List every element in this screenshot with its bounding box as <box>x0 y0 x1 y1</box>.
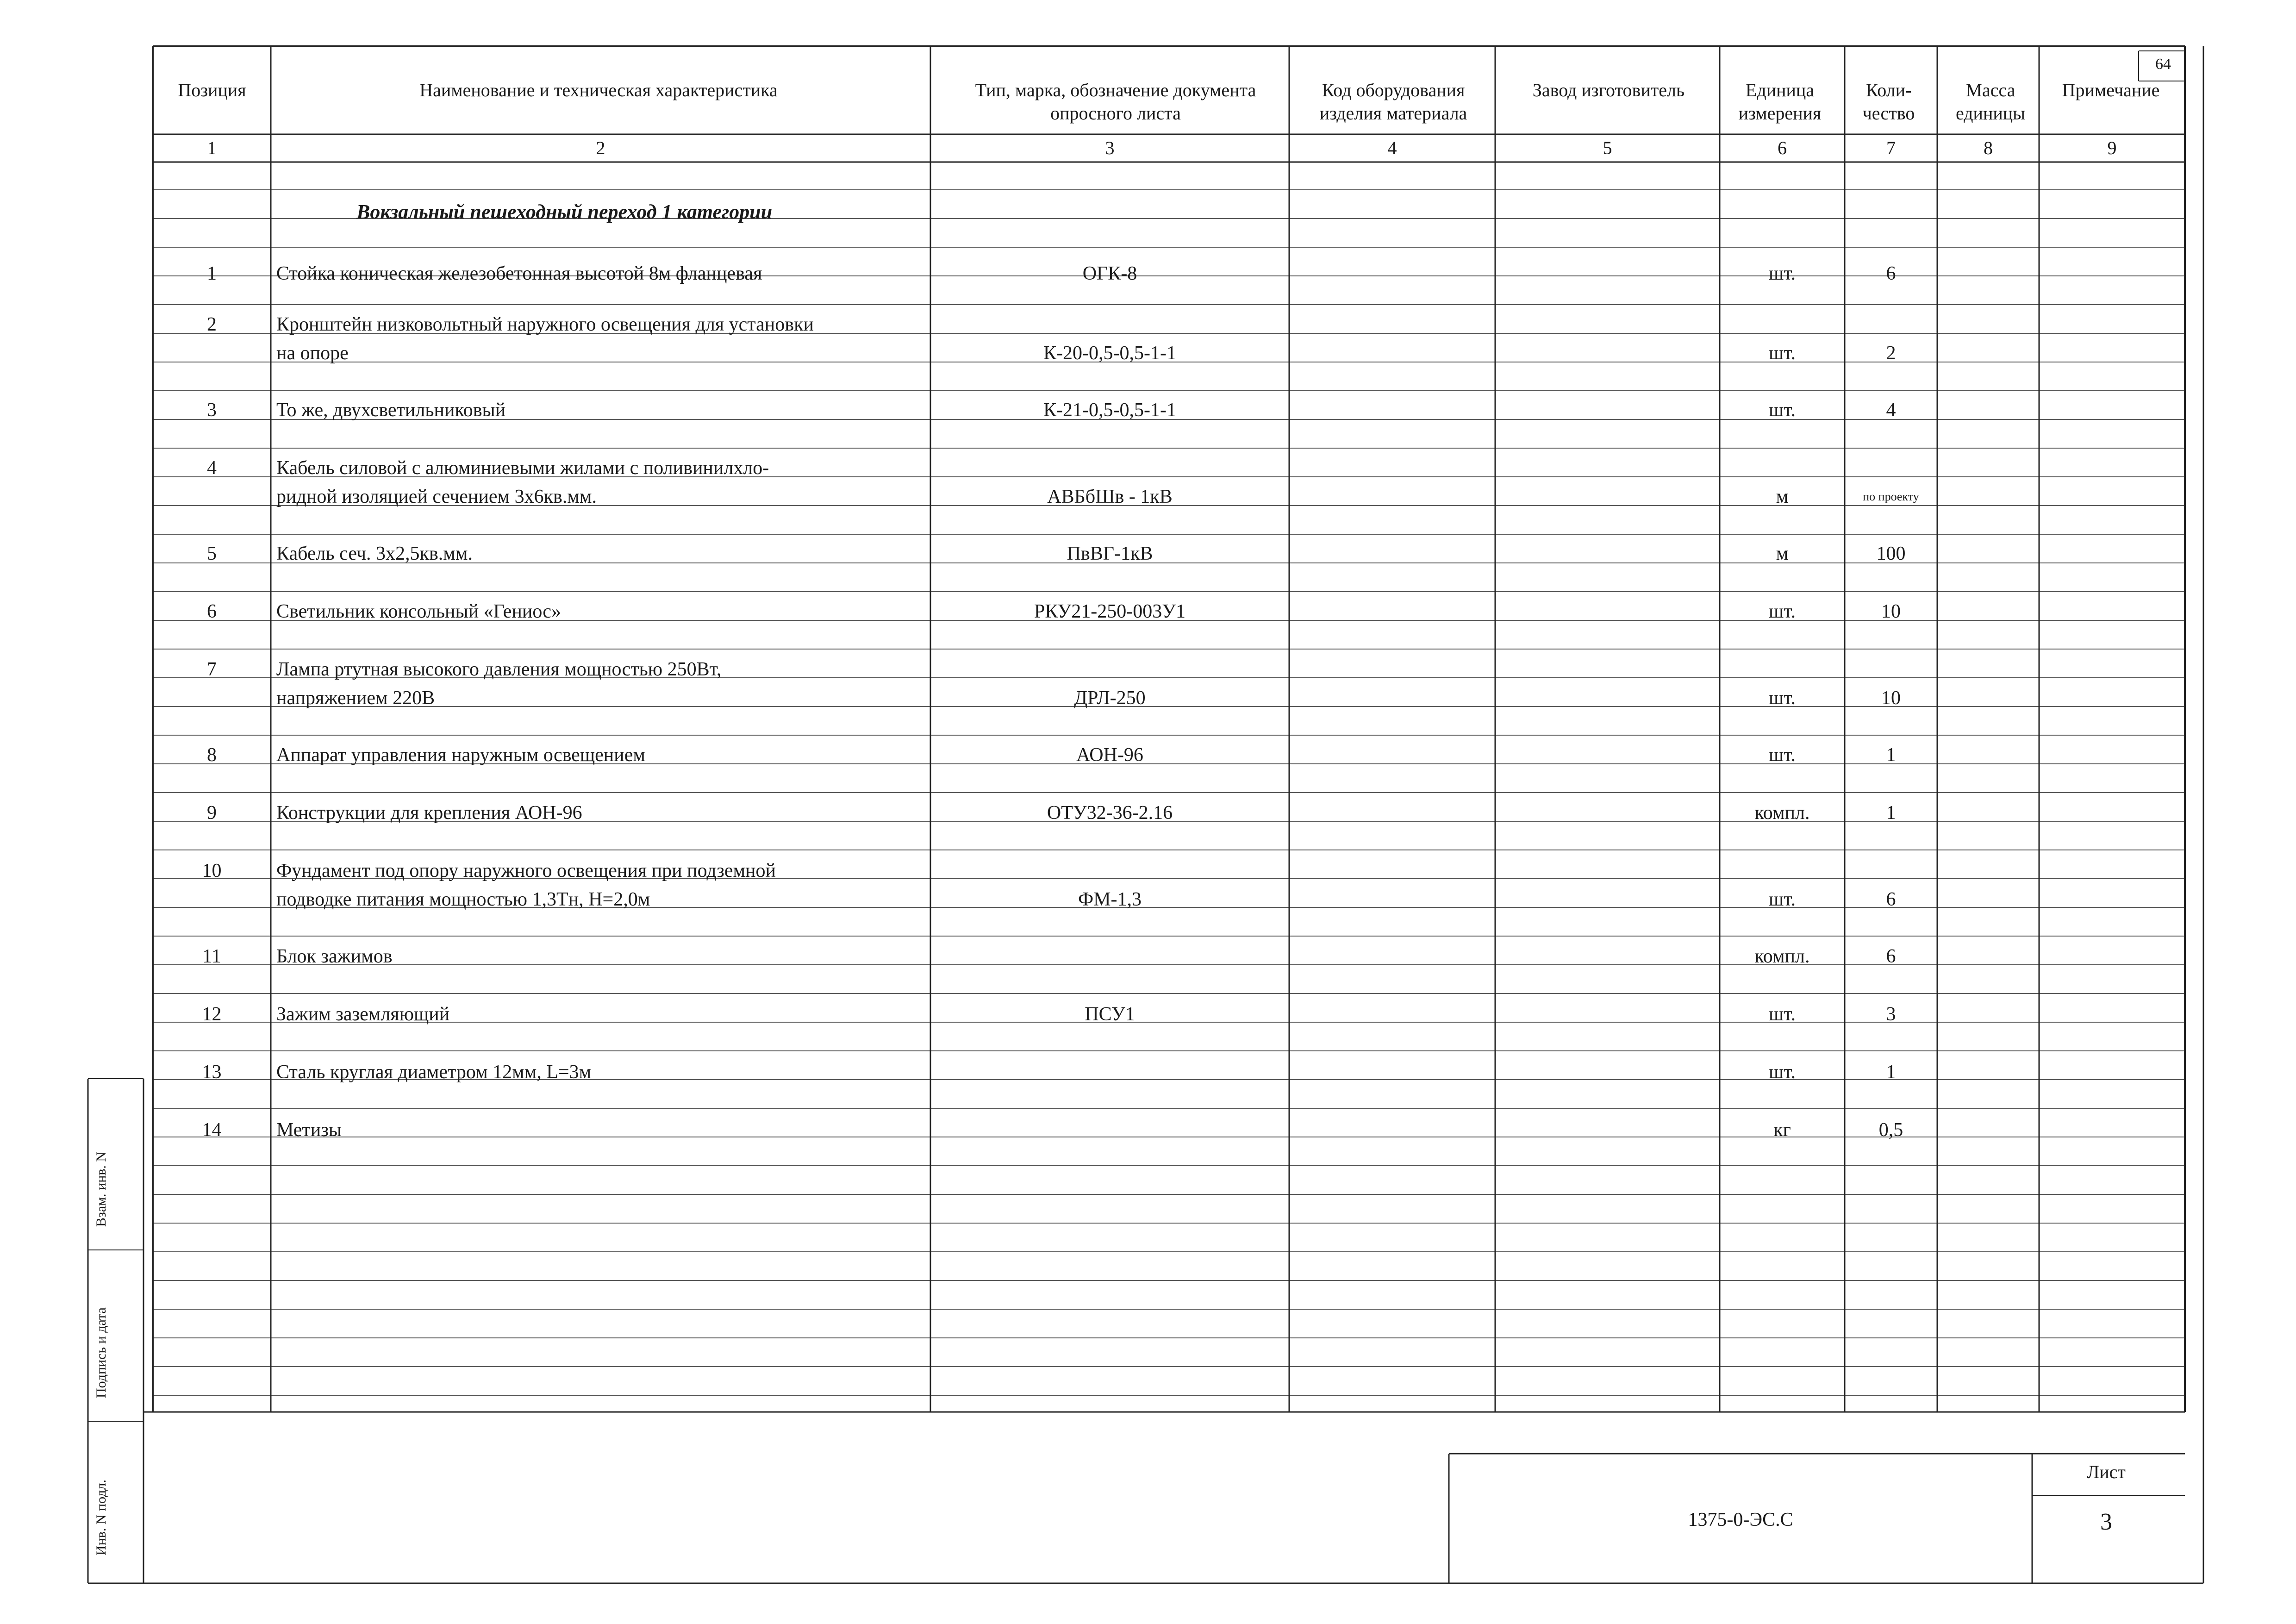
row-position: 5 <box>207 543 217 564</box>
row-name-line: Метизы <box>276 1119 342 1141</box>
row-position: 4 <box>207 457 217 479</box>
row-name-line: подводке питания мощностью 1,3Тн, Н=2,0м <box>276 889 650 910</box>
side-label-original-inventory: Инв. N подл. <box>94 1480 109 1555</box>
row-quantity: 0,5 <box>1878 1119 1903 1141</box>
column-number: 8 <box>1984 137 1993 158</box>
row-quantity: 2 <box>1886 343 1896 364</box>
row-name-line: ридной изоляцией сечением 3х6кв.мм. <box>276 486 597 507</box>
row-position: 2 <box>207 314 217 335</box>
row-position: 11 <box>202 946 221 967</box>
header-name: Наименование и техническая характеристика <box>419 80 778 100</box>
row-name-line: Конструкции для крепления АОН-96 <box>276 802 582 824</box>
row-position: 3 <box>207 400 217 421</box>
row-unit: шт. <box>1768 744 1796 766</box>
header-type: Тип, марка, обозначение документа опросного листа <box>975 80 1256 124</box>
header-note: Примечание <box>2062 80 2160 100</box>
column-number: 9 <box>2107 137 2117 158</box>
row-quantity: 1 <box>1886 802 1896 824</box>
row-unit: шт. <box>1768 400 1796 421</box>
row-unit: м <box>1776 543 1789 564</box>
row-position: 6 <box>207 601 217 622</box>
row-quantity: 6 <box>1886 889 1896 910</box>
header-quantity: Коли-чество <box>1862 80 1915 124</box>
row-position: 12 <box>202 1004 222 1025</box>
row-name-line: Блок зажимов <box>276 946 393 967</box>
row-quantity: 1 <box>1886 1062 1896 1083</box>
column-number: 4 <box>1387 137 1397 158</box>
row-position: 8 <box>207 744 217 766</box>
column-number: 6 <box>1778 137 1787 158</box>
row-position: 14 <box>202 1119 222 1141</box>
header-code: Код оборудования изделия материала <box>1319 80 1467 124</box>
header-mass: Масса единицы <box>1955 80 2026 124</box>
column-number: 2 <box>596 137 605 158</box>
row-position: 10 <box>202 860 222 881</box>
row-name-line: Стойка коническая железобетонная высотой 8м фланцевая <box>276 263 762 284</box>
column-number: 3 <box>1105 137 1115 158</box>
row-unit: шт. <box>1768 889 1796 910</box>
row-type-code: АОН-96 <box>1076 744 1143 766</box>
row-type-code: ПвВГ-1кВ <box>1067 543 1153 564</box>
row-name-line: Лампа ртутная высокого давления мощностью 250Вт, <box>276 659 722 680</box>
row-position: 9 <box>207 802 217 824</box>
row-quantity: по проекту <box>1863 490 1919 503</box>
column-number: 5 <box>1603 137 1612 158</box>
row-quantity: 6 <box>1886 946 1896 967</box>
header-plant: Завод изготовитель <box>1532 80 1685 100</box>
side-label-signature-date: Подпись и дата <box>94 1307 109 1398</box>
row-name-line: напряжением 220В <box>276 687 435 709</box>
row-quantity: 10 <box>1881 601 1901 622</box>
row-type-code: ПСУ1 <box>1085 1004 1135 1025</box>
header-position: Позиция <box>178 80 246 100</box>
row-name-line: на опоре <box>276 343 349 364</box>
row-quantity: 6 <box>1886 263 1896 284</box>
corner-page-number: 64 <box>2155 56 2171 73</box>
row-name-line: То же, двухсветильниковый <box>276 400 506 421</box>
row-position: 13 <box>202 1062 222 1083</box>
section-title: Вокзальный пешеходный переход 1 категории <box>356 200 773 223</box>
row-unit: кг <box>1773 1119 1791 1141</box>
row-type-code: К-21-0,5-0,5-1-1 <box>1043 400 1176 421</box>
row-position: 7 <box>207 659 217 680</box>
row-type-code: ФМ-1,3 <box>1078 889 1142 910</box>
row-name-line: Сталь круглая диаметром 12мм, L=3м <box>276 1062 592 1083</box>
row-type-code: АВБбШв - 1кВ <box>1047 486 1173 507</box>
row-unit: м <box>1776 486 1789 507</box>
column-number: 7 <box>1886 137 1896 158</box>
row-quantity: 3 <box>1886 1004 1896 1025</box>
row-unit: шт. <box>1768 1062 1796 1083</box>
row-unit: шт. <box>1768 343 1796 364</box>
row-unit: шт. <box>1768 687 1796 709</box>
row-name-line: Кронштейн низковольтный наружного освещения для установки <box>276 314 814 335</box>
row-name-line: Зажим заземляющий <box>276 1004 450 1025</box>
row-quantity: 10 <box>1881 687 1901 709</box>
row-name-line: Аппарат управления наружным освещением <box>276 744 645 766</box>
stamp-sheet-label: Лист <box>2087 1462 2126 1482</box>
row-unit: компл. <box>1754 946 1810 967</box>
header-unit: Единица измерения <box>1738 80 1822 124</box>
row-name-line: Светильник консольный «Гениос» <box>276 601 562 622</box>
column-number: 1 <box>207 137 217 158</box>
row-name-line: Фундамент под опору наружного освещения при подземной <box>276 860 776 881</box>
row-name-line: Кабель сеч. 3х2,5кв.мм. <box>276 543 473 564</box>
stamp-sheet-number: 3 <box>2100 1509 2112 1535</box>
row-unit: шт. <box>1768 1004 1796 1025</box>
row-unit: шт. <box>1768 601 1796 622</box>
row-unit: компл. <box>1754 802 1810 824</box>
row-quantity: 4 <box>1886 400 1896 421</box>
row-position: 1 <box>207 263 217 284</box>
stamp-document-number: 1375-0-ЭС.С <box>1688 1509 1793 1530</box>
row-name-line: Кабель силовой с алюминиевыми жилами с поливинилхло- <box>276 457 769 479</box>
row-unit: шт. <box>1768 263 1796 284</box>
side-label-replaced-inventory: Взам. инв. N <box>94 1151 109 1227</box>
row-type-code: ДРЛ-250 <box>1074 687 1146 709</box>
row-type-code: РКУ21-250-003У1 <box>1034 601 1185 622</box>
row-type-code: ОГК-8 <box>1082 263 1137 284</box>
row-type-code: ОТУ32-36-2.16 <box>1047 802 1173 824</box>
row-quantity: 1 <box>1886 744 1896 766</box>
row-type-code: К-20-0,5-0,5-1-1 <box>1043 343 1176 364</box>
row-quantity: 100 <box>1876 543 1906 564</box>
